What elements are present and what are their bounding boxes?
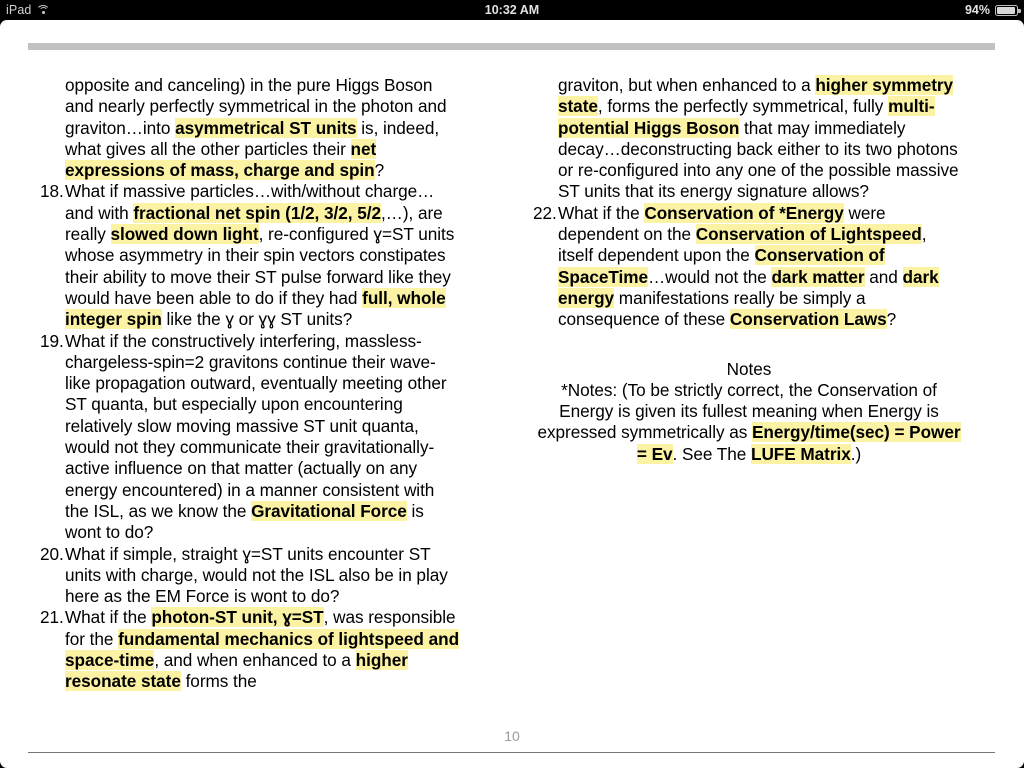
text-segment: What if the <box>65 607 152 628</box>
highlight-full-whole-integer-spin: full, whole integer spin <box>65 287 446 330</box>
text-segment: , was responsible for the <box>65 607 456 649</box>
text-segment: opposite and canceling) in the pure Higgs Boson and nearly perfectly symmetrical in the photon and graviton…into <box>65 75 447 138</box>
highlight-slowed-down-light: slowed down light <box>110 224 259 245</box>
ios-status-bar <box>0 0 1024 20</box>
text-segment: *Notes: (To be strictly correct, the Conservation of Energy is given its fullest meaning when Energy is expressed symmetrically as <box>537 379 939 443</box>
text-segment: .) <box>850 443 862 464</box>
highlight-conservation-of-lightspeed: Conservation of Lightspeed <box>695 224 922 245</box>
footer-divider <box>28 752 995 753</box>
highlight-dark-energy: dark energy <box>558 266 939 308</box>
text-segment: manifestations really be simply a consequence of these <box>558 287 866 330</box>
list-item-body <box>65 607 460 692</box>
text-segment: like the ɣ or ɣɣ ST units? <box>161 309 353 330</box>
left-text-column <box>40 75 460 693</box>
highlight-higher-resonate-state: higher resonate state <box>65 650 408 692</box>
list-item-body <box>558 203 965 331</box>
text-segment: is, indeed, what gives all the other particles their <box>65 117 440 159</box>
text-segment: , re-configured ɣ=ST units whose asymmetry in their spin vectors constipates their ability to move their ST pulse forward like they would have been able to do if they had <box>65 224 455 308</box>
paragraph-continuation-right <box>558 75 965 203</box>
notes-block <box>533 359 965 465</box>
text-segment: ,…), are really <box>65 202 443 245</box>
text-segment: and <box>864 266 903 287</box>
text-segment: , itself dependent upon the <box>558 224 927 266</box>
text-segment: ? <box>374 160 385 181</box>
text-segment: What if the <box>558 202 645 223</box>
list-item <box>40 331 460 544</box>
text-segment: were dependent on the <box>558 202 886 245</box>
text-segment: What if massive particles…with/without charge…and with <box>65 181 435 223</box>
text-segment: , forms the perfectly symmetrical, fully <box>597 96 889 117</box>
highlight-conservation-laws: Conservation Laws <box>729 309 887 330</box>
list-item <box>533 203 965 331</box>
highlight-higher-symmetry-state: higher symmetry state <box>558 75 954 117</box>
highlight-conservation-of-spacetime: Conservation of SpaceTime <box>558 245 885 287</box>
text-segment: that may immediately decay…deconstructing back either to its two photons or re-configured into any one of the possible massive ST units that its energy signature allows? <box>558 117 959 202</box>
highlight-net-expressions: net expressions of mass, charge and spin <box>65 138 377 181</box>
text-segment: What if the constructively interfering, massless-chargeless-spin=2 gravitons continue their wave-like propagation outward, eventually meeting other ST quanta, but especially upon encountering relatively slow moving massive ST unit quanta, would not they communicate their gravitationally-active influence on that matter (actually on any energy encountered) in a manner consistent with the ISL, as we know the <box>65 330 447 521</box>
list-item-number: 21. <box>40 607 64 628</box>
right-text-column <box>533 75 965 465</box>
text-segment: is wont to do? <box>65 500 424 543</box>
battery-icon <box>995 5 1018 16</box>
highlight-conservation-of-energy: Conservation of *Energy <box>644 202 844 223</box>
list-item-number: 22. <box>533 202 557 223</box>
highlight-asymmetrical-st-units: asymmetrical ST units <box>175 117 357 138</box>
text-segment: ? <box>886 309 897 330</box>
list-item <box>40 544 460 608</box>
highlight-multi-potential-higgs-boson: multi-potential Higgs Boson <box>558 96 935 138</box>
notes-heading: Notes <box>726 358 772 379</box>
text-segment: . See The <box>672 443 751 464</box>
list-item-body <box>65 544 460 608</box>
highlight-fundamental-mechanics: fundamental mechanics of lightspeed and space-time <box>65 628 460 671</box>
list-item-number: 20. <box>40 543 64 564</box>
text-segment: graviton, but when enhanced to a <box>558 75 816 95</box>
document-content <box>0 75 1024 715</box>
list-item-body <box>65 181 460 330</box>
list-item-number: 19. <box>40 330 64 351</box>
list-item-body <box>65 331 460 544</box>
text-segment: forms the <box>180 671 257 692</box>
highlight-dark-matter: dark matter <box>771 266 865 287</box>
paragraph-continuation-left <box>65 75 460 181</box>
text-segment: , and when enhanced to a <box>154 650 356 671</box>
highlight-gravitational-force: Gravitational Force <box>251 500 407 521</box>
highlight-fractional-net-spin: fractional net spin (1/2, 3/2, 5/2 <box>133 202 381 223</box>
highlight-lufe-matrix: LUFE Matrix <box>751 443 851 464</box>
device-label: iPad <box>6 3 32 17</box>
page-scroll-indicator[interactable] <box>28 43 995 50</box>
document-page-sheet <box>0 20 1024 768</box>
highlight-photon-st-unit: photon-ST unit, ɣ=ST <box>151 607 324 628</box>
page-number: 10 <box>504 728 520 744</box>
highlight-energy-time-power-ev: Energy/time(sec) = Power = Ev <box>636 422 961 464</box>
status-bar-clock: 10:32 AM <box>484 3 540 17</box>
list-item <box>40 181 460 330</box>
text-segment: …would not the <box>648 266 772 287</box>
list-item-number: 18. <box>40 181 64 202</box>
list-item <box>40 607 460 692</box>
battery-percent-label: 94% <box>964 3 990 17</box>
notes-body <box>533 380 965 465</box>
text-segment: What if simple, straight ɣ=ST units encounter ST units with charge, would not the ISL also be in play here as the EM Force is wont to do? <box>65 543 448 607</box>
status-bar-right <box>965 0 1018 20</box>
